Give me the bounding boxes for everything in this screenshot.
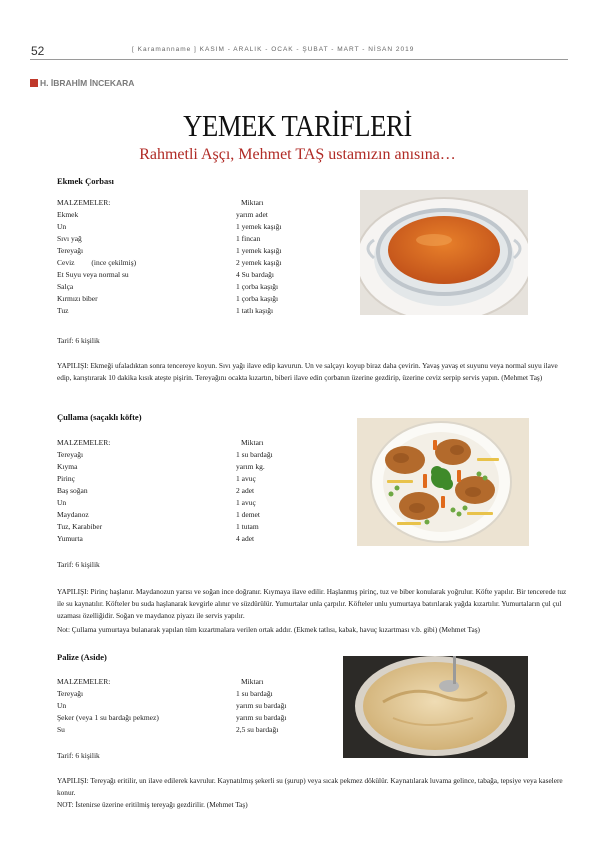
author-name: H. İBRAHİM İNCEKARA [40, 78, 135, 88]
ingredient-item: Ekmek [57, 210, 79, 219]
ingredient-item: Tuz [57, 306, 69, 315]
ingredient-amount: yarım su bardağı [236, 713, 287, 722]
serving-size: Tarif: 6 kişilik [57, 751, 100, 760]
palize-photo [343, 656, 528, 758]
ingredient-item: Tereyağı [57, 450, 84, 459]
serving-size: Tarif: 6 kişilik [57, 336, 100, 345]
ingredient-item: Un [57, 222, 67, 231]
ingredients-label: MALZEMELER: [57, 438, 111, 447]
ingredient-item: Tereyağı [57, 689, 84, 698]
ingredient-item: Maydanoz [57, 510, 89, 519]
running-head: [ Karamanname ] KASIM - ARALIK - OCAK - ŞUBAT - MART - NİSAN 2019 [132, 46, 415, 53]
ingredient-amount: yarım adet [236, 210, 268, 219]
ingredient-item: Su [57, 725, 65, 734]
recipe-method: YAPILIŞI: Tereyağı eritilir, un ilave edilerek kavrulur. Kaynatılmış şekerli su (şurup) veya sıcak pekmez dökülür. Kaynatılarak luvama gelince, tabağa, tepsiye veya kaselere konur. [57, 776, 563, 797]
author-marker [30, 79, 38, 87]
ingredient-amount: yarım kg. [236, 462, 265, 471]
recipe-method: YAPILIŞI: Pirinç haşlanır. Maydanozun yarısı ve soğan ince doğranır. Kıymaya ilave edilir. Haşlanmış pirinç, tuz ve biber konularak yoğrulur. Köfte yapılır. Bir tencerede tuz ile su kaynatılır. Köfteler bu suda haşlanarak kevgirle alınır ve süzdürülür. Yumurtalar unla çarpılır. Köfteler unlu yumurtaya batırılarak yağda kızartılır. Yumurtaların çul çul uzaması özelliğidir. Soğan ve maydanoz piyazı ile servis yapılır. [57, 587, 567, 620]
ingredient-item: Ceviz (ince çekilmiş) [57, 258, 137, 267]
ingredient-amount: 1 avuç [236, 498, 256, 507]
ingredient-item: Sıvı yağ [57, 234, 82, 243]
ingredient-amount: 4 adet [236, 534, 255, 543]
amount-label: Miktarı [241, 677, 264, 686]
ingredient-amount: 1 tatlı kaşığı [236, 306, 274, 315]
ingredient-item: Şeker (veya 1 su bardağı pekmez) [57, 713, 159, 722]
recipe-title: Ekmek Çorbası [57, 176, 114, 186]
recipe-title: Çullama (saçaklı köfte) [57, 412, 142, 422]
header-rule [30, 59, 568, 60]
ingredient-amount: 1 çorba kaşığı [236, 282, 279, 291]
ingredients-label: MALZEMELER: [57, 198, 111, 207]
recipe-note: NOT: İstenirse üzerine eritilmiş tereyağı gezdirilir. (Mehmet Taş) [57, 800, 248, 809]
cullama-photo [357, 418, 529, 546]
ingredient-amount: 4 Su bardağı [236, 270, 274, 279]
ingredient-amount: yarım su bardağı [236, 701, 287, 710]
amount-label: Miktarı [241, 438, 264, 447]
ingredient-item: Un [57, 498, 67, 507]
ingredient-amount: 2,5 su bardağı [236, 725, 279, 734]
ingredient-item: Yumurta [57, 534, 83, 543]
ingredient-item: Pirinç [57, 474, 75, 483]
ingredient-amount: 2 yemek kaşığı [236, 258, 282, 267]
ingredient-item: Salça [57, 282, 74, 291]
ingredient-item: Kıyma [57, 462, 78, 471]
recipe-method: YAPILIŞI: Ekmeği ufaladıktan sonra tencereye koyun. Sıvı yağı ilave edip kavurun. Un ve salçayı koyup biraz daha çevirin. Yavaş yavaş et suyunu veya normal suyu ilave edip, karıştırarak 10 dakika kısık ateşte pişirin. Tereyağını ocakta kızartın, biberi ilave edin çorbanın üzerine gezdirip, üzerine ceviz serpip servis yapın. (Mehmet Taş) [57, 361, 558, 382]
recipe-note: Not: Çullama yumurtaya bulanarak yapılan tüm kızartmalara verilen ortak addır. (Ekmek tatlısı, kabak, havuç kızartması v.b. gibi) (Mehmet Taş) [57, 625, 480, 634]
ingredient-amount: 1 yemek kaşığı [236, 246, 282, 255]
ingredient-item: Un [57, 701, 67, 710]
ingredient-amount: 2 adet [236, 486, 255, 495]
ingredient-item: Tereyağı [57, 246, 84, 255]
page-subtitle: Rahmetli Aşçı, Mehmet TAŞ ustamızın anısına… [139, 146, 456, 163]
serving-size: Tarif: 6 kişilik [57, 560, 100, 569]
ingredient-amount: 1 su bardağı [236, 450, 273, 459]
page-number: 52 [31, 44, 45, 58]
ingredient-amount: 1 avuç [236, 474, 256, 483]
soup-photo [360, 190, 528, 315]
page-title: YEMEK TARİFLERİ [183, 108, 412, 143]
ingredient-item: Et Suyu veya normal su [57, 270, 129, 279]
ingredient-amount: 1 fincan [236, 234, 261, 243]
ingredient-item: Kırmızı biber [57, 294, 98, 303]
ingredient-amount: 1 çorba kaşığı [236, 294, 279, 303]
ingredient-item: Baş soğan [57, 486, 88, 495]
amount-label: Miktarı [241, 198, 264, 207]
ingredient-amount: 1 tutam [236, 522, 259, 531]
ingredient-amount: 1 yemek kaşığı [236, 222, 282, 231]
recipe-title: Palize (Aside) [57, 652, 107, 662]
ingredient-amount: 1 demet [236, 510, 260, 519]
ingredients-label: MALZEMELER: [57, 677, 111, 686]
ingredient-item: Tuz, Karabiber [57, 522, 103, 531]
ingredient-amount: 1 su bardağı [236, 689, 273, 698]
